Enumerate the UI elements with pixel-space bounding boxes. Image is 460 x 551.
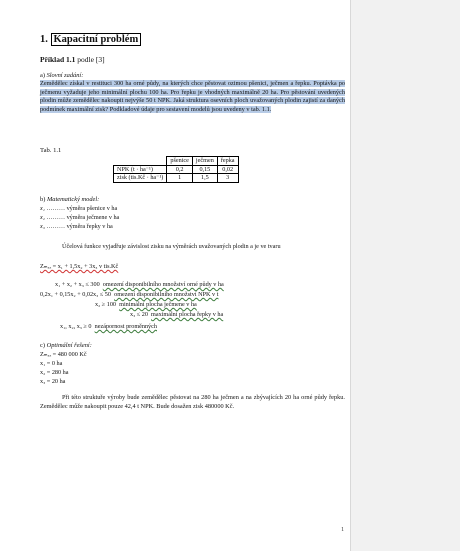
section-b-letter: b) [40,196,46,203]
table-row-label: zisk (tis.Kč · ha⁻¹) [114,174,167,183]
page-background-gutter [350,0,460,551]
objective-function: Zₘₐₓ = x₁ + 1,5x₂ + 3x₃ v tis.Kč [40,263,119,270]
table-header-cell: řepka [217,157,238,166]
solution-line: x₃ = 20 ha [40,378,66,385]
table-cell: 0,02 [217,165,238,174]
table-caption: Tab. 1.1 [40,147,62,154]
problem-text [40,80,345,114]
table-cell: 1 [167,174,193,183]
table-header-row [114,157,239,166]
problem-text-highlighted: Zemědělec získal v restituci 300 ha orné půdy, na kterých chce pěstovat ozimou pšenici, ječmen a řepku. Poptávka po ječmenu vyžaduje jeho minimální plochu 100 ha. Pro řepku je vhodných maximálně 20 ha. Pro pěstování uvedených plodin může zemědělec nakoupit nejvýše 50 t NPK. Jaká struktura osevních ploch uvažovaných plodin zajistí za daných podmínek maximální zisk? Podkladové údaje pro sestavení modelů jsou uvedeny v tab. 1.1. [40,80,345,113]
table-row-label: NPK (t · ha⁻¹) [114,165,167,174]
data-table [113,156,239,183]
constraint-line: x₁, x₂, x₃ ≥ 0 nezápornost proměnných [60,323,157,330]
section-a-letter: a) [40,72,45,79]
section-c-letter: c) [40,342,45,349]
solution-line: Zₘₐₓ = 480 000 Kč [40,351,87,358]
solution-line: x₁ = 0 ha [40,360,63,367]
constraint-line: 0,2x₁ + 0,15x₂ + 0,02x₃ ≤ 50 omezení disponibilního množství NPK v t [40,291,219,298]
example-label [40,55,105,64]
table-cell: 3 [217,174,238,183]
table-cell: 1,5 [192,174,217,183]
chapter-title: Kapacitní problém [51,33,142,46]
table-header-cell: ječmen [192,157,217,166]
page-number: 1 [341,526,345,533]
section-c-title: Optimální řešení: [46,342,92,349]
section-b-heading [40,196,99,203]
chapter-heading [40,34,141,45]
example-number: Příklad 1.1 [40,55,76,64]
chapter-number: 1. [40,34,48,45]
conclusion-text: Při této struktuře výroby bude zemědělec pěstovat na 280 ha ječmen a na zbývajících 20 ha orné půdy řepku. Zemědělec může nakoupit pouze 42,4 t NPK. Bude dosažen zisk 480000 Kč. [40,394,345,410]
variable-line: x₃ ……… výměra řepky v ha [40,223,113,230]
constraint-line: x₃ ≤ 20 maximální plocha řepky v ha [130,311,224,318]
table-row [114,174,239,183]
table-cell: 0,15 [192,165,217,174]
table-row [114,165,239,174]
example-source: podle [3] [77,55,105,64]
section-b-title: Matematický model: [46,196,100,203]
section-a-heading [40,72,83,79]
variable-line: x₂ ……… výměra ječmene v ha [40,214,120,221]
table-cell: 0,2 [167,165,193,174]
constraint-line: x₁ + x₂ + x₃ ≤ 300 omezení disponibilního množství orné půdy v ha [55,281,224,288]
table-header-cell: pšenice [167,157,193,166]
objective-intro: Účelová funkce vyjadřuje závislost zisku na výměrách uvažovaných plodin a je ve tvaru [62,243,281,250]
constraint-line: x₂ ≥ 100 minimální plocha ječmene v ha [95,301,197,308]
section-a-title: Slovní zadání: [46,72,84,79]
solution-line: x₂ = 280 ha [40,369,69,376]
variable-line: x₁ ……… výměra pšenice v ha [40,205,118,212]
section-c-heading [40,342,92,349]
